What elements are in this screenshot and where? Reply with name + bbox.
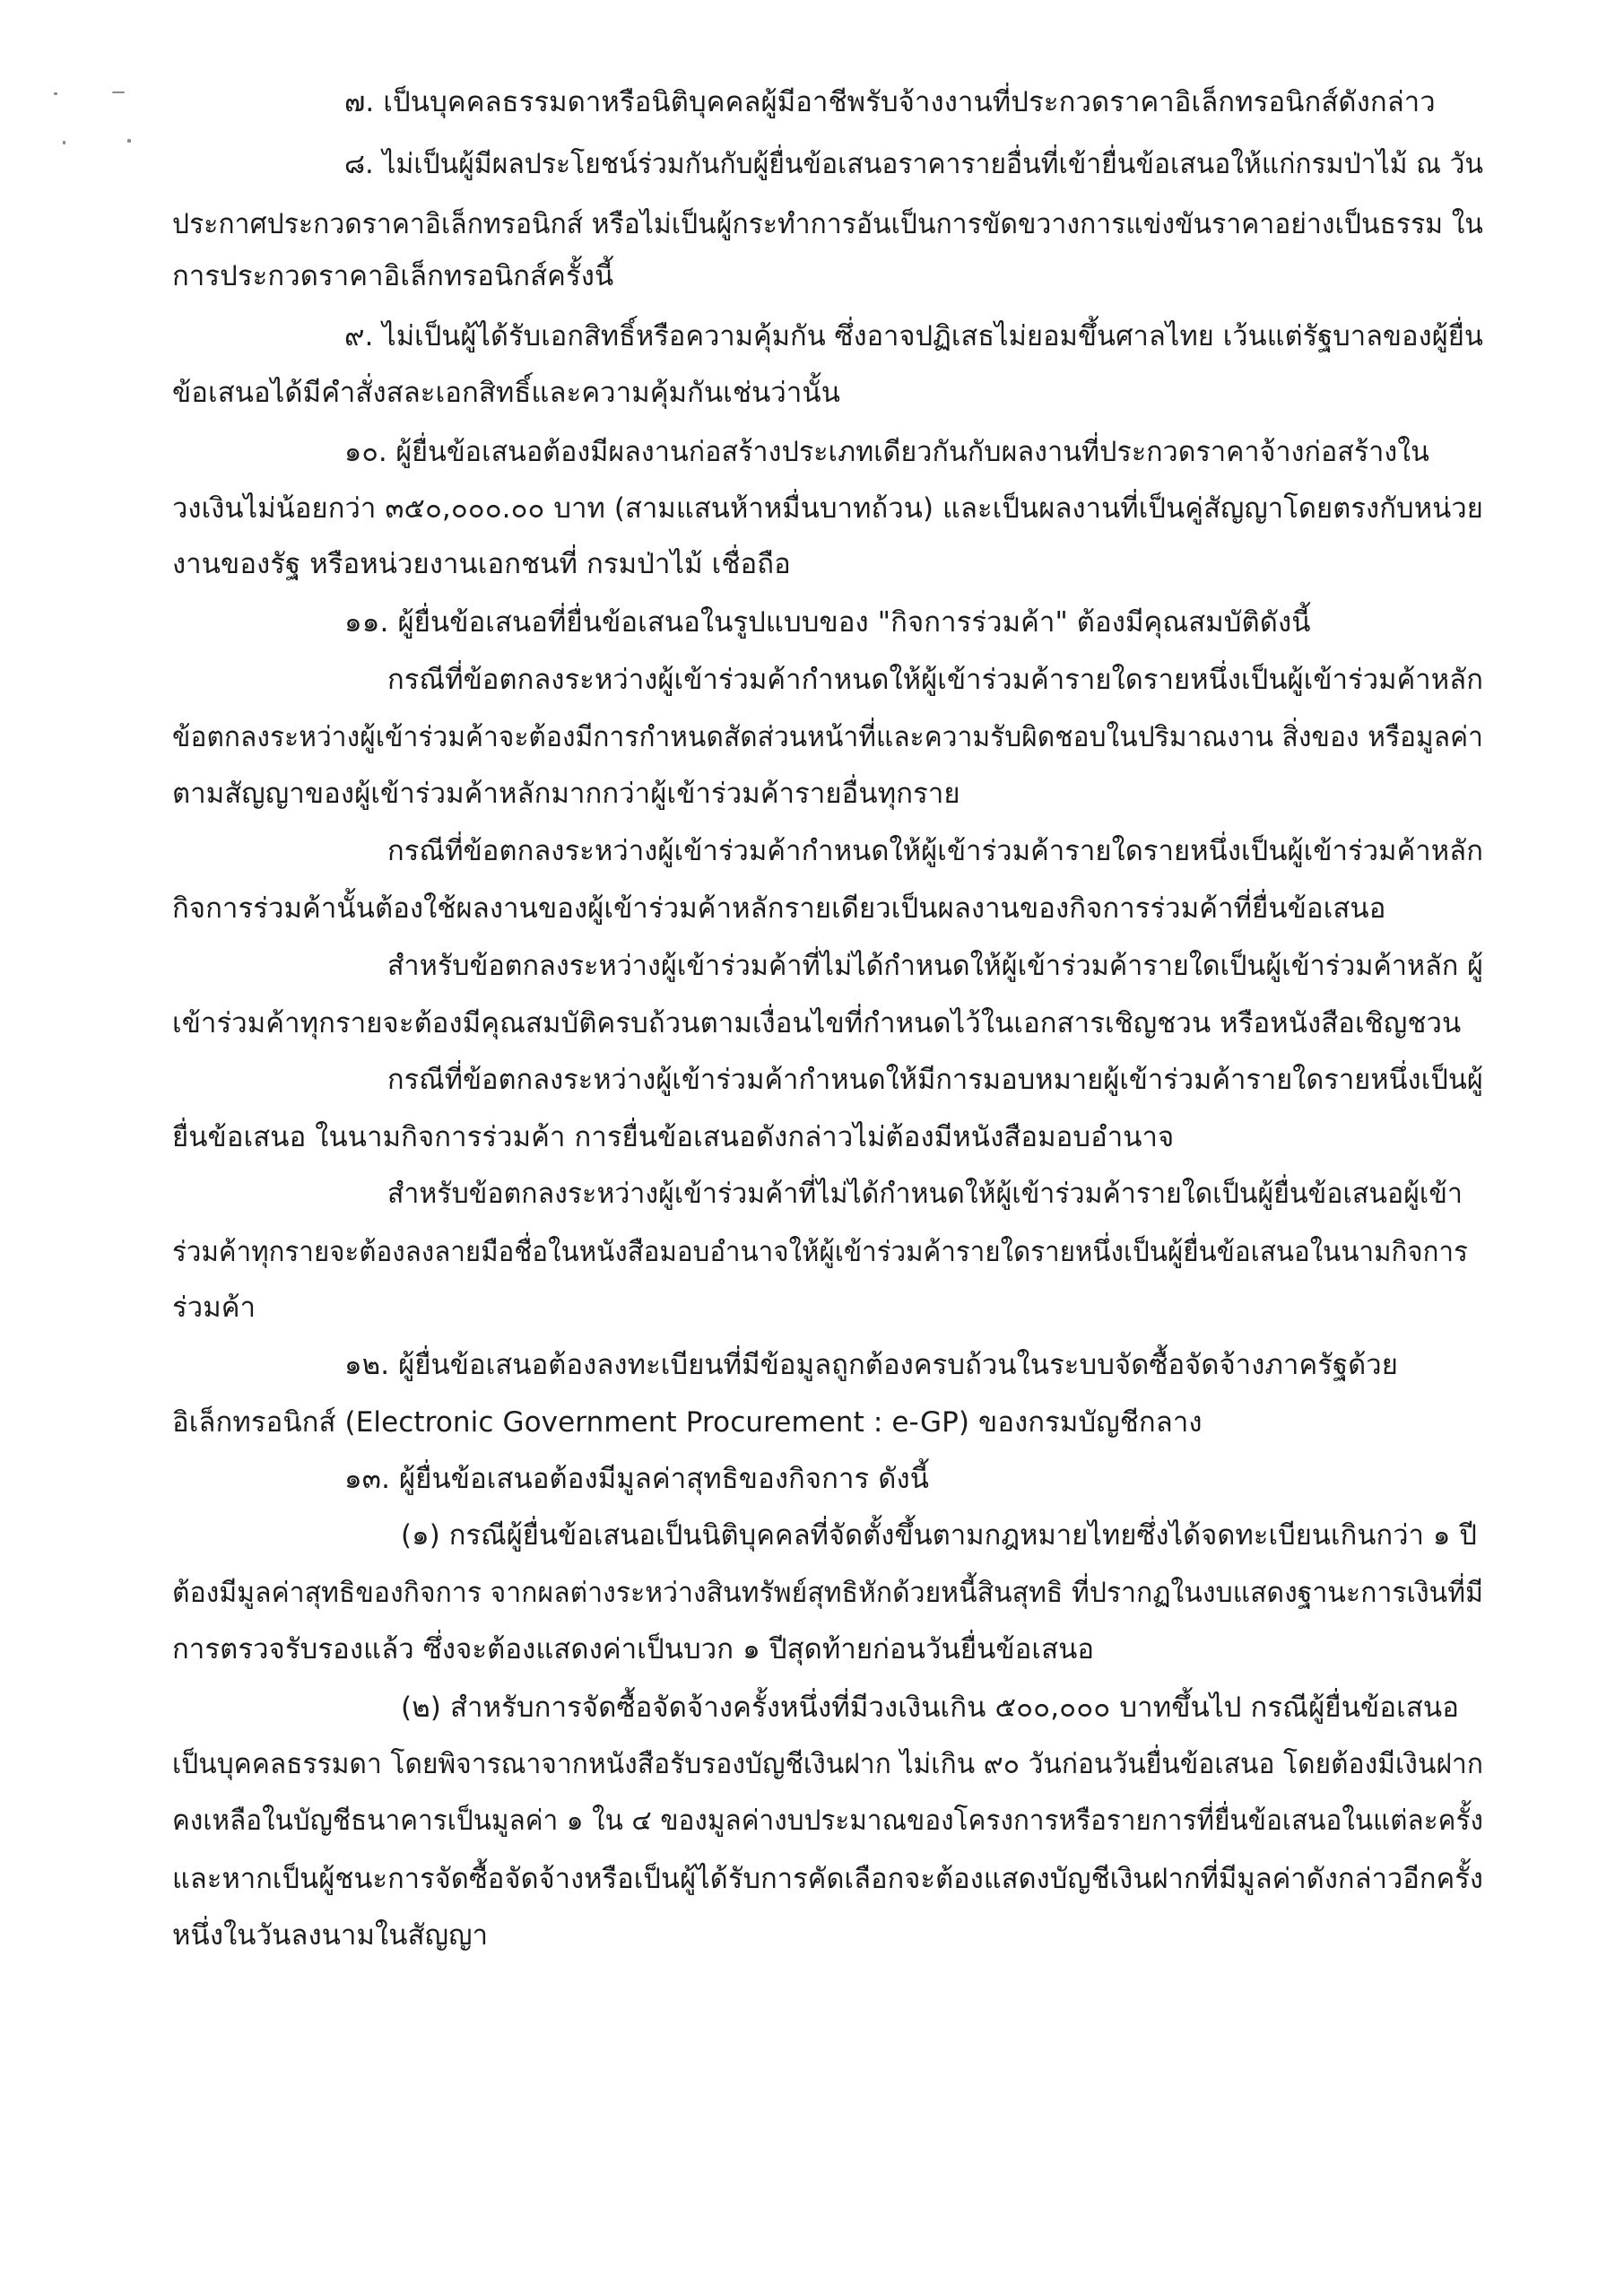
text-line: หนึ่งในวันลงนามในสัญญา [172, 1919, 489, 1952]
text-line: ๑๓. ผู้ยื่นข้อเสนอต้องมีมูลค่าสุทธิของกิจการ ดังนี้ [344, 1463, 930, 1495]
text-line: ร่วมค้า [172, 1292, 256, 1324]
text-line: ข้อเสนอได้มีคำสั่งสละเอกสิทธิ์และความคุ้มกันเช่นว่านั้น [172, 377, 840, 409]
text-line: ๑๑. ผู้ยื่นข้อเสนอที่ยื่นข้อเสนอในรูปแบบของ "กิจการร่วมค้า" ต้องมีคุณสมบัติดังนี้ [344, 606, 1311, 639]
text-line: ตามสัญญาของผู้เข้าร่วมค้าหลักมากกว่าผู้เข้าร่วมค้ารายอื่นทุกราย [172, 778, 960, 810]
text-line: ข้อตกลงระหว่างผู้เข้าร่วมค้าจะต้องมีการกำหนดสัดส่วนหน้าที่และความรับผิดชอบในปริมาณงาน สิ่งของ หรือมูลค่า [172, 721, 1483, 753]
text-line: กรณีที่ข้อตกลงระหว่างผู้เข้าร่วมค้ากำหนดให้ผู้เข้าร่วมค้ารายใดรายหนึ่งเป็นผู้เข้าร่วมค้าหลัก [387, 835, 1483, 867]
scan-speck [127, 139, 131, 143]
text-line: สำหรับข้อตกลงระหว่างผู้เข้าร่วมค้าที่ไม่ได้กำหนดให้ผู้เข้าร่วมค้ารายใดเป็นผู้ยื่นข้อเสนอผู้เข้า [387, 1178, 1463, 1210]
text-line: เป็นบุคคลธรรมดา โดยพิจารณาจากหนังสือรับรองบัญชีเงินฝาก ไม่เกิน ๙๐ วันก่อนวันยื่นข้อเสนอ โดยต้องมีเงินฝาก [172, 1748, 1483, 1780]
scan-speck [63, 141, 65, 144]
text-line: ๘. ไม่เป็นผู้มีผลประโยชน์ร่วมกันกับผู้ยื่นข้อเสนอราคารายอื่นที่เข้ายื่นข้อเสนอให้แก่กรมป่าไม้ ณ วัน [344, 148, 1483, 180]
text-line: การตรวจรับรองแล้ว ซึ่งจะต้องแสดงค่าเป็นบวก ๑ ปีสุดท้ายก่อนวันยื่นข้อเสนอ [172, 1633, 1095, 1665]
text-line: เข้าร่วมค้าทุกรายจะต้องมีคุณสมบัติครบถ้วนตามเงื่อนไขที่กำหนดไว้ในเอกสารเชิญชวน หรือหนังสือเชิญชวน [172, 1007, 1462, 1039]
text-line: อิเล็กทรอนิกส์ (Electronic Government Procurement : e-GP) ของกรมบัญชีกลาง [172, 1406, 1203, 1439]
scan-speck [112, 91, 125, 93]
text-line: กิจการร่วมค้านั้นต้องใช้ผลงานของผู้เข้าร่วมค้าหลักรายเดียวเป็นผลงานของกิจการร่วมค้าที่ยื่นข้อเสนอ [172, 892, 1386, 925]
text-line: วงเงินไม่น้อยกว่า ๓๕๐,๐๐๐.๐๐ บาท (สามแสนห้าหมื่นบาทถ้วน) และเป็นผลงานที่เป็นคู่สัญญาโดยตรงกับหน่วย [172, 492, 1483, 525]
text-line: คงเหลือในบัญชีธนาคารเป็นมูลค่า ๑ ใน ๔ ของมูลค่างบประมาณของโครงการหรือรายการที่ยื่นข้อเสนอในแต่ละครั้ง [172, 1805, 1483, 1837]
text-line: และหากเป็นผู้ชนะการจัดซื้อจัดจ้างหรือเป็นผู้ได้รับการคัดเลือกจะต้องแสดงบัญชีเงินฝากที่มีมูลค่าดังกล่าวอีกครั้ง [172, 1863, 1483, 1895]
text-line: (๒) สำหรับการจัดซื้อจัดจ้างครั้งหนึ่งที่มีวงเงินเกิน ๕๐๐,๐๐๐ บาทขึ้นไป กรณีผู้ยื่นข้อเสนอ [401, 1692, 1459, 1724]
text-line: ประกาศประกวดราคาอิเล็กทรอนิกส์ หรือไม่เป็นผู้กระทำการอันเป็นการขัดขวางการแข่งขันราคาอย่างเป็นธรรม ใน [172, 208, 1483, 240]
text-line: ๙. ไม่เป็นผู้ได้รับเอกสิทธิ์หรือความคุ้มกัน ซึ่งอาจปฏิเสธไม่ยอมขึ้นศาลไทย เว้นแต่รัฐบาลของผู้ยื่น [344, 320, 1483, 352]
text-line: กรณีที่ข้อตกลงระหว่างผู้เข้าร่วมค้ากำหนดให้มีการมอบหมายผู้เข้าร่วมค้ารายใดรายหนึ่งเป็นผู้ [387, 1064, 1483, 1096]
text-line: งานของรัฐ หรือหน่วยงานเอกชนที่ กรมป่าไม้ เชื่อถือ [172, 548, 791, 580]
text-line: ร่วมค้าทุกรายจะต้องลงลายมือชื่อในหนังสือมอบอำนาจให้ผู้เข้าร่วมค้ารายใดรายหนึ่งเป็นผู้ยื่นข้อเสนอในนามกิจการ [172, 1236, 1468, 1268]
text-line: ๗. เป็นบุคคลธรรมดาหรือนิติบุคคลผู้มีอาชีพรับจ้างงานที่ประกวดราคาอิเล็กทรอนิกส์ดังกล่าว [344, 86, 1436, 118]
text-line: กรณีที่ข้อตกลงระหว่างผู้เข้าร่วมค้ากำหนดให้ผู้เข้าร่วมค้ารายใดรายหนึ่งเป็นผู้เข้าร่วมค้าหลัก [387, 664, 1483, 696]
text-line: ต้องมีมูลค่าสุทธิของกิจการ จากผลต่างระหว่างสินทรัพย์สุทธิหักด้วยหนี้สินสุทธิ ที่ปรากฏในงบแสดงฐานะการเงินที่มี [172, 1577, 1483, 1609]
text-line: (๑) กรณีผู้ยื่นข้อเสนอเป็นนิติบุคคลที่จัดตั้งขึ้นตามกฎหมายไทยซึ่งได้จดทะเบียนเกินกว่า ๑ ปี [401, 1519, 1477, 1552]
scan-speck [54, 92, 57, 95]
text-line: ๑๐. ผู้ยื่นข้อเสนอต้องมีผลงานก่อสร้างประเภทเดียวกันกับผลงานที่ประกวดราคาจ้างก่อสร้างใน [344, 436, 1429, 468]
text-line: สำหรับข้อตกลงระหว่างผู้เข้าร่วมค้าที่ไม่ได้กำหนดให้ผู้เข้าร่วมค้ารายใดเป็นผู้เข้าร่วมค้าหลัก ผู้ [387, 950, 1483, 982]
text-line: ๑๒. ผู้ยื่นข้อเสนอต้องลงทะเบียนที่มีข้อมูลถูกต้องครบถ้วนในระบบจัดซื้อจัดจ้างภาครัฐด้วย [344, 1349, 1398, 1381]
text-line: การประกวดราคาอิเล็กทรอนิกส์ครั้งนี้ [172, 260, 614, 292]
text-line: ยื่นข้อเสนอ ในนามกิจการร่วมค้า การยื่นข้อเสนอดังกล่าวไม่ต้องมีหนังสือมอบอำนาจ [172, 1121, 1175, 1153]
